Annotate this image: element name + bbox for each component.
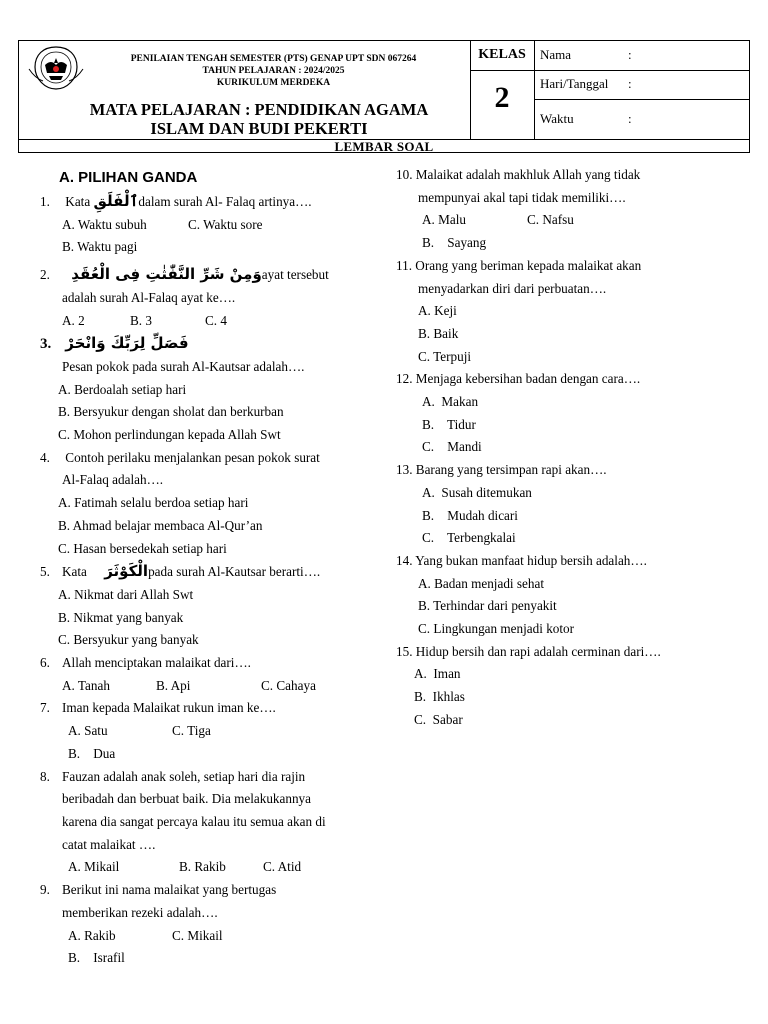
option-b[interactable]: B. Waktu pagi [62, 239, 138, 255]
time-label: Waktu [540, 111, 574, 126]
option-a[interactable]: A. Mikail [68, 859, 120, 875]
tut-wuri-handayani-logo [25, 45, 87, 91]
question-1 [40, 190, 375, 214]
question-number: 6. [40, 655, 50, 671]
question-number: 3. [40, 336, 52, 353]
question-4 [40, 447, 375, 470]
question-8 [40, 766, 375, 789]
option-c[interactable]: C. 4 [205, 312, 227, 328]
question-text: Al-Falaq adalah…. [62, 472, 164, 488]
question-number: 15. [396, 643, 413, 659]
option-c[interactable]: C. Bersyukur yang banyak [58, 632, 199, 648]
option-c[interactable]: C. Terpuji [418, 348, 472, 364]
class-cell [470, 41, 535, 139]
question-text: menyadarkan diri dari perbuatan…. [418, 280, 607, 296]
option-row [396, 209, 726, 232]
option-b[interactable]: B. Sayang [422, 235, 487, 251]
question-number: 2. [40, 267, 50, 283]
question-text: mempunyai akal tapi tidak memiliki…. [418, 189, 626, 205]
date-field[interactable] [534, 70, 749, 100]
question-text: Hidup bersih dan rapi adalah cerminan dari…. [415, 643, 661, 659]
question-10 [396, 164, 726, 187]
question-number: 10. [396, 167, 413, 182]
option-b[interactable]: B. Ikhlas [414, 689, 465, 705]
name-label: Nama [540, 47, 572, 62]
option-c[interactable]: C. Mandi [422, 439, 482, 455]
question-text: Iman kepada Malaikat rukun iman ke…. [62, 700, 276, 716]
arabic-text: وَمِنْ شَرِّ النَّفّٰثٰتِ فِى الْعُقَدِ [71, 265, 262, 284]
option-b[interactable]: B. 3 [130, 312, 152, 328]
arabic-text: ٱلْفَلَقِ [93, 192, 139, 210]
option-b[interactable]: B. Israfil [68, 950, 125, 966]
question-text: Kata [65, 194, 91, 209]
option-row [40, 214, 375, 237]
option-row [40, 310, 375, 333]
option-a[interactable]: A. Rakib [68, 927, 116, 943]
option-b[interactable]: B. Terhindar dari penyakit [418, 598, 557, 614]
question-12 [396, 368, 726, 391]
curriculum: KURIKULUM MERDEKA [216, 78, 331, 88]
option-a[interactable]: A. Badan menjadi sehat [418, 575, 544, 591]
question-text: catat malaikat …. [62, 836, 156, 852]
question-text: Orang yang beriman kepada malaikat akan [415, 257, 642, 273]
question-text: Yang bukan manfaat hidup bersih adalah…. [415, 552, 647, 568]
option-c[interactable]: C. Waktu sore [188, 216, 263, 232]
option-c[interactable]: C. Terbengkalai [422, 530, 516, 546]
question-number: 11. [396, 257, 412, 273]
question-text: Menjaga kebersihan badan dengan cara…. [415, 371, 641, 387]
question-number: 8. [40, 768, 50, 784]
question-text: Fauzan adalah anak soleh, setiap hari dia rajin [62, 768, 306, 784]
question-text: dalam surah Al- Falaq artinya…. [138, 194, 312, 209]
question-text: Malaikat adalah makhluk Allah yang tidak [415, 167, 641, 182]
option-c[interactable]: C. Mohon perlindungan kepada Allah Swt [58, 427, 281, 443]
option-a[interactable]: A. Malu [422, 212, 466, 228]
question-2 [40, 263, 375, 287]
option-b[interactable]: B. Dua [68, 745, 116, 761]
class-number: 2 [494, 81, 510, 114]
arabic-text: الْكَوْثَرَ [104, 562, 149, 581]
question-text: memberikan rezeki adalah…. [62, 904, 218, 920]
option-b[interactable]: B. Baik [418, 325, 459, 341]
option-a[interactable]: A. Nikmat dari Allah Swt [58, 586, 194, 602]
option-row [40, 675, 375, 698]
option-b[interactable]: B. Bersyukur dengan sholat dan berkurban [58, 404, 284, 420]
option-b[interactable]: B. Tidur [422, 416, 476, 432]
question-number: 9. [40, 882, 50, 898]
option-a[interactable]: A. Tanah [62, 677, 110, 693]
question-text: Berikut ini nama malaikat yang bertugas [62, 882, 277, 898]
time-field[interactable] [534, 100, 749, 139]
name-field[interactable] [534, 41, 749, 71]
question-text: Barang yang tersimpan rapi akan…. [415, 462, 607, 478]
question-text: Pesan pokok pada surah Al-Kautsar adalah…. [62, 358, 305, 374]
colon: : [628, 47, 632, 62]
option-a[interactable]: A. Waktu subuh [62, 216, 147, 232]
option-row [40, 925, 375, 948]
exam-header [18, 40, 750, 153]
option-a[interactable]: A. Keji [418, 303, 457, 319]
option-a[interactable]: A. Satu [68, 723, 108, 739]
option-row [40, 720, 375, 743]
question-number: 13. [396, 462, 413, 478]
question-number: 7. [40, 700, 50, 716]
option-c[interactable]: C. Cahaya [261, 677, 316, 693]
option-c[interactable]: C. Lingkungan menjadi kotor [418, 621, 575, 637]
question-number: 4. [40, 449, 50, 465]
question-text: beribadah dan berbuat baik. Dia melakukannya [62, 791, 311, 807]
option-b[interactable]: B. Nikmat yang banyak [58, 609, 184, 625]
question-text: pada surah Al-Kautsar berarti…. [148, 564, 321, 580]
option-a[interactable]: A. Fatimah selalu berdoa setiap hari [58, 495, 249, 511]
question-9 [40, 879, 375, 902]
option-b[interactable]: B. Rakib [179, 859, 226, 875]
worksheet-title: LEMBAR SOAL [19, 139, 749, 154]
question-6 [40, 652, 375, 675]
subject-line-1: MATA PELAJARAN : PENDIDIKAN AGAMA [89, 100, 429, 119]
question-3 [40, 332, 375, 356]
option-c[interactable]: C. Nafsu [527, 212, 574, 228]
subject-line-2: ISLAM DAN BUDI PEKERTI [150, 119, 368, 138]
question-number: 12. [396, 371, 413, 387]
question-5 [40, 560, 375, 584]
option-c[interactable]: C. Hasan bersedekah setiap hari [58, 540, 227, 556]
option-c[interactable]: C. Mikail [172, 927, 223, 943]
student-info-cell [534, 41, 749, 139]
colon: : [628, 76, 632, 91]
question-text: ayat tersebut [261, 267, 329, 283]
class-label: KELAS [470, 41, 534, 71]
option-c[interactable]: C. Sabar [414, 711, 463, 727]
school-year: TAHUN PELAJARAN : 2024/2025 [202, 66, 345, 76]
option-a[interactable]: A. Iman [414, 666, 461, 682]
date-label: Hari/Tanggal [540, 76, 609, 91]
question-text: Kata [62, 564, 87, 580]
question-number: 5. [40, 564, 50, 580]
question-text: Allah menciptakan malaikat dari…. [62, 655, 251, 671]
questions-left-column [40, 166, 375, 970]
question-13 [396, 459, 726, 482]
question-7 [40, 697, 375, 720]
header-title-cell [19, 41, 471, 139]
option-a[interactable]: A. 2 [62, 312, 85, 328]
questions-right-column [396, 164, 726, 732]
question-text: adalah surah Al-Falaq ayat ke…. [62, 289, 236, 305]
colon: : [628, 111, 632, 126]
option-c[interactable]: C. Tiga [172, 723, 211, 739]
option-a[interactable]: A. Berdoalah setiap hari [58, 381, 187, 397]
question-number: 1. [40, 194, 50, 209]
option-b[interactable]: B. Api [156, 677, 191, 693]
option-c[interactable]: C. Atid [263, 859, 302, 875]
question-14 [396, 550, 726, 573]
exam-title: PENILAIAN TENGAH SEMESTER (PTS) GENAP UPT SDN 067264 [130, 54, 417, 64]
option-row [40, 856, 375, 879]
question-number: 14. [396, 552, 413, 568]
question-text: Contoh perilaku menjalankan pesan pokok surat [62, 449, 320, 465]
option-a[interactable]: A. Susah ditemukan [422, 484, 532, 500]
question-text: karena dia sangat percaya kalau itu semua akan di [62, 813, 326, 829]
option-b[interactable]: B. Ahmad belajar membaca Al-Qur’an [58, 517, 263, 533]
question-15 [396, 641, 726, 664]
option-a[interactable]: A. Makan [422, 394, 479, 410]
option-b[interactable]: B. Mudah dicari [422, 507, 518, 523]
section-title: A. PILIHAN GANDA [59, 169, 198, 186]
question-11 [396, 255, 726, 278]
arabic-text: فَصَلِّ لِرَبِّكَ وَانْحَرْ [65, 334, 189, 353]
